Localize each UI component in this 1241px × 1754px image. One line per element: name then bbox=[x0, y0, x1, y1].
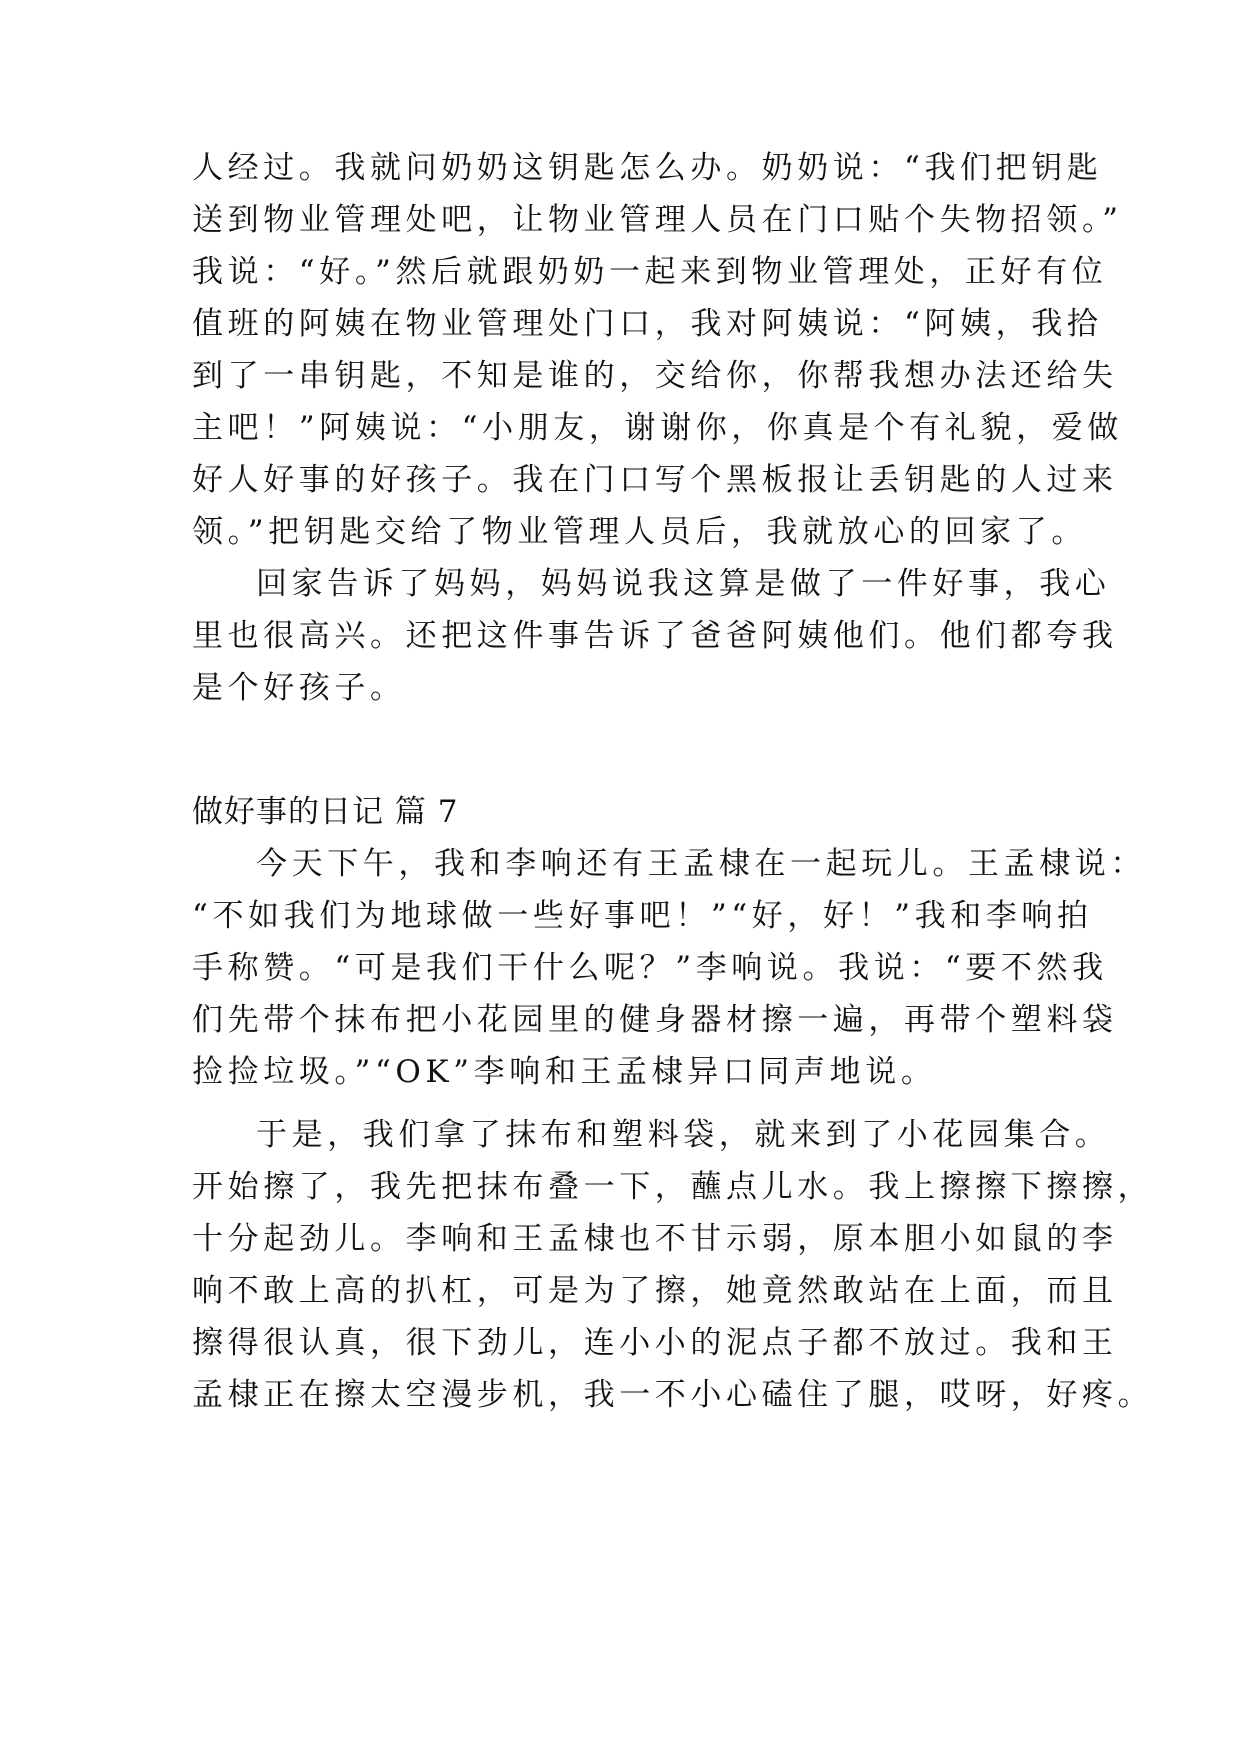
text-line: “不如我们为地球做一些好事吧！”“好，好！”我和李响拍 bbox=[192, 898, 1093, 934]
text-line: 今天下午，我和李响还有王孟棣在一起玩儿。王孟棣说： bbox=[256, 846, 1146, 882]
text-line: 人经过。我就问奶奶这钥匙怎么办。奶奶说：“我们把钥匙 bbox=[192, 150, 1103, 186]
text-line: 擦得很认真，很下劲儿，连小小的泥点子都不放过。我和王 bbox=[192, 1325, 1118, 1361]
text-line: 我说：“好。”然后就跟奶奶一起来到物业管理处，正好有位 bbox=[192, 254, 1108, 290]
text-line: 是个好孩子。 bbox=[192, 670, 406, 706]
text-line: 值班的阿姨在物业管理处门口，我对阿姨说：“阿姨，我拾 bbox=[192, 306, 1103, 342]
text-line: 响不敢上高的扒杠，可是为了擦，她竟然敢站在上面，而且 bbox=[192, 1273, 1118, 1309]
text-line: 十分起劲儿。李响和王孟棣也不甘示弱，原本胆小如鼠的李 bbox=[192, 1221, 1118, 1257]
text-line: 领。”把钥匙交给了物业管理人员后，我就放心的回家了。 bbox=[192, 514, 1087, 550]
text-line: 好人好事的好孩子。我在门口写个黑板报让丢钥匙的人过来 bbox=[192, 462, 1118, 498]
text-line: 孟棣正在擦太空漫步机，我一不小心磕住了腿，哎呀，好疼。 bbox=[192, 1377, 1154, 1413]
text-line: 回家告诉了妈妈，妈妈说我这算是做了一件好事，我心 bbox=[256, 566, 1111, 602]
text-line: 送到物业管理处吧，让物业管理人员在门口贴个失物招领。” bbox=[192, 202, 1123, 238]
text-line: 捡捡垃圾。”“OK”李响和王孟棣异口同声地说。 bbox=[192, 1054, 937, 1090]
text-line: 开始擦了，我先把抹布叠一下，蘸点儿水。我上擦擦下擦擦， bbox=[192, 1169, 1154, 1205]
text-line: 们先带个抹布把小花园里的健身器材擦一遍，再带个塑料袋 bbox=[192, 1002, 1118, 1038]
text-line: 主吧！”阿姨说：“小朋友，谢谢你，你真是个有礼貌，爱做 bbox=[192, 410, 1123, 446]
text-line: 于是，我们拿了抹布和塑料袋，就来到了小花园集合。 bbox=[256, 1117, 1111, 1153]
text-line: 手称赞。“可是我们干什么呢？”李响说。我说：“要不然我 bbox=[192, 950, 1108, 986]
text-line: 到了一串钥匙，不知是谁的，交给你，你帮我想办法还给失 bbox=[192, 358, 1118, 394]
section-heading: 做好事的日记 篇 7 bbox=[192, 794, 459, 830]
text-line: 里也很高兴。还把这件事告诉了爸爸阿姨他们。他们都夸我 bbox=[192, 618, 1118, 654]
